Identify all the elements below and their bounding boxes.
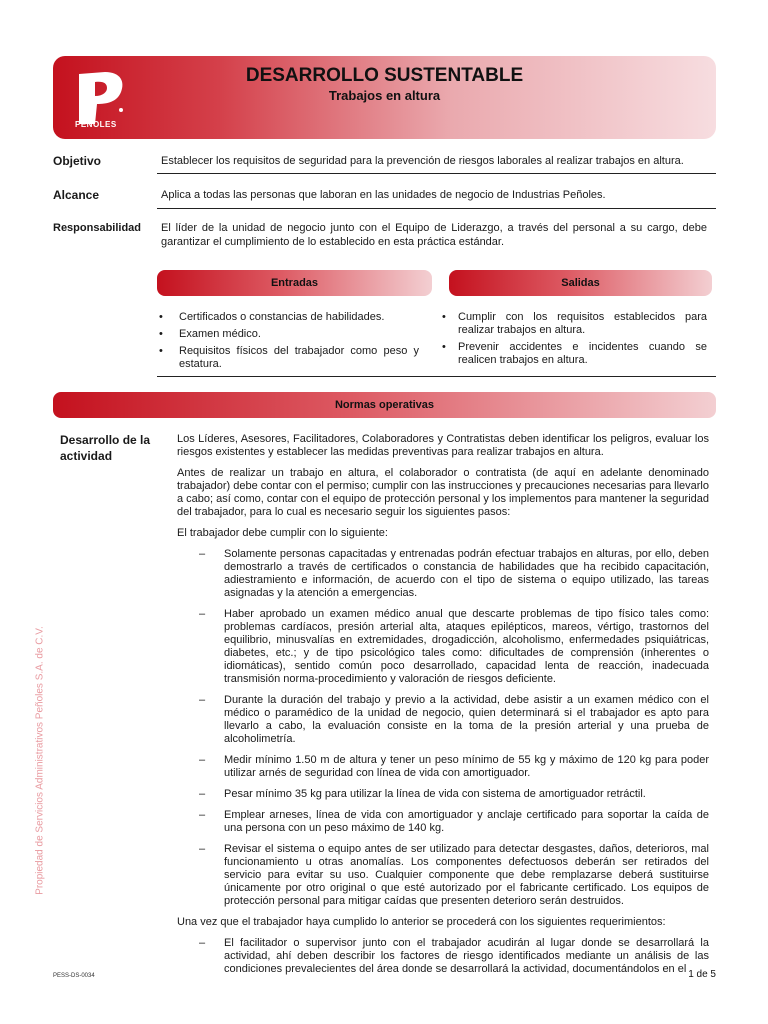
divider: [157, 208, 716, 209]
entradas-list: [157, 311, 419, 375]
objetivo-label: Objetivo: [53, 154, 102, 168]
objetivo-text: Establecer los requisitos de seguridad para la prevención de riesgos laborales al realizar trabajos en altura.: [161, 155, 684, 167]
list-item: • Certificados o constancias de habilidades.: [159, 311, 385, 323]
list-item: • Prevenir accidentes e incidentes cuando se realicen trabajos en altura.: [442, 341, 707, 366]
responsabilidad-label: Responsabilidad: [53, 222, 142, 234]
salidas-list: [440, 311, 707, 371]
page-subtitle: Trabajos en altura: [328, 88, 441, 103]
list-item: – Revisar el sistema o equipo antes de ser utilizado para detectar desgastes, daños, deterioros, mal funcionamiento u otras anomalías. Los componentes defectuosos deberán ser retirados del servicio para evitar su uso. Cualquier componente que debe remplazarse deberá sustituirse únicamente por otro original o que esté autorizado por el fabricante certificado. Los equipos de protección personal para mitigar caídas que presenten deterioro serán destruidos.: [199, 843, 709, 907]
paragraph: Antes de realizar un trabajo en altura, el colaborador o contratista (de aquí en adelante denominado trabajador) debe contar con el permiso; cumplir con las instrucciones y precauciones necesarias para llevarlo a cabo; así como, contar con el equipo de protección personal y los implementos para mantener la seguridad del trabajador, para lo cual es necesario seguir los siguientes pasos:: [177, 467, 709, 518]
paragraph: Una vez que el trabajador haya cumplido lo anterior se procederá con los siguientes requerimientos:: [177, 916, 666, 928]
list-item: – Haber aprobado un examen médico anual que descarte problemas de tipo físico tales como: problemas cardíacos, presión arterial alta, ataques epilépticos, mareos, vértigo, trastornos del equilibrio, minusvalías en extremidades, drogadicción, alcoholismo, enfermedades psiquiátricas, diabetes, etc.; y de tipo psicológico tales como: dificultades de comprensión (inherentes o idiomáticas), sentido común poco desarrollado, capacidad lenta de reacción, inadecuada transmisión norma-procedimiento y valoración de riesgos deficiente.: [199, 608, 709, 685]
section-label: Desarrollo de la actividad: [60, 433, 151, 463]
list-item: – Emplear arneses, línea de vida con amortiguador y anclaje certificado para soportar la caída de una persona con un peso máximo de 140 kg.: [199, 809, 709, 834]
list-item: • Cumplir con los requisitos establecidos para realizar trabajos en altura.: [442, 311, 707, 336]
list-item: – Medir mínimo 1.50 m de altura y tener un peso mínimo de 55 kg y máximo de 120 kg para poder utilizar arnés de seguridad con línea de vida con amortiguador.: [199, 754, 709, 779]
paragraph: Los Líderes, Asesores, Facilitadores, Colaboradores y Contratistas deben identificar los peligros, evaluar los riesgos existentes y establecer las medidas preventivas para realizar trabajos en altura.: [177, 433, 709, 458]
page-number: 1 de 5: [688, 969, 716, 980]
logo-text: PEÑOLES: [75, 120, 117, 129]
list-item: – Solamente personas capacitadas y entrenadas podrán efectuar trabajos en alturas, por ello, deben demostrarlo a través de certificados o constancia de habilidades que ha recibido capacitación, adiestramiento e información, de acuerdo con el tipo de sistema o equipo utilizado, las tareas asignadas y la atención a emergencias.: [199, 548, 709, 599]
entradas-header: Entradas: [157, 270, 432, 296]
list-item: • Requisitos físicos del trabajador como peso y estatura.: [159, 345, 419, 370]
list-item: – Durante la duración del trabajo y previo a la actividad, debe asistir a un examen médico con el médico o paramédico de la unidad de negocio, quien determinará si el trabajador es apto para llevarlo a cabo, la evaluación consiste en la toma de la presión arterial y una prueba de alcoholimetría.: [199, 694, 709, 745]
side-property-text: Propiedad de Servicios Administrativos Peñoles S.A. de C.V.: [34, 626, 46, 895]
divider: [157, 173, 716, 174]
page-title: DESARROLLO SUSTENTABLE: [245, 65, 524, 86]
requirements-list-2: [177, 937, 709, 976]
divider: [157, 376, 716, 377]
normas-header: Normas operativas: [53, 392, 716, 418]
alcance-label: Alcance: [53, 188, 100, 202]
requirements-list: [177, 548, 709, 908]
list-item: – El facilitador o supervisor junto con el trabajador acudirán al lugar donde se desarrollará la actividad, ahí deben describir los factores de riesgo identificados mediante un análisis de las condiciones prevalecientes del área donde se desarrollará la actividad, documentándolos en el: [199, 937, 709, 975]
salidas-header: Salidas: [449, 270, 712, 296]
normas-body: [177, 433, 709, 984]
list-item: • Examen médico.: [159, 328, 261, 340]
paragraph: El trabajador debe cumplir con lo siguiente:: [177, 527, 388, 539]
alcance-text: Aplica a todas las personas que laboran en las unidades de negocio de Industrias Peñoles.: [161, 189, 606, 201]
responsabilidad-text: El líder de la unidad de negocio junto con el Equipo de Liderazgo, a través del personal a su cargo, debe garantizar el cumplimiento de lo establecido en esta práctica estándar.: [161, 222, 707, 248]
list-item: – Pesar mínimo 35 kg para utilizar la línea de vida con sistema de amortiguador retráctil.: [199, 788, 646, 800]
document-code: PESS-DS-0034: [53, 973, 95, 979]
document-header: [53, 56, 716, 139]
